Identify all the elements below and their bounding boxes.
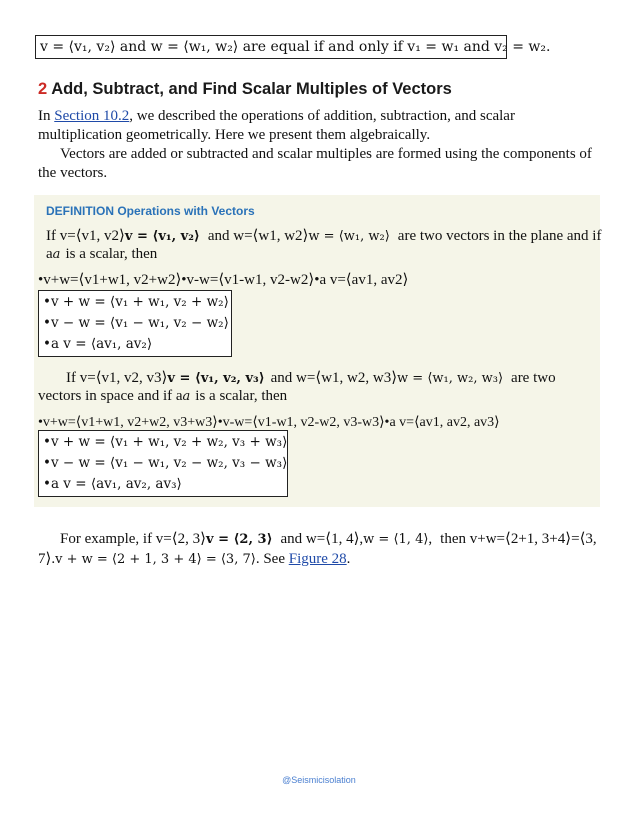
definition-text: are two [511, 370, 556, 386]
figure-28-link[interactable]: Figure 28 [288, 551, 347, 567]
math-w-plane: w = ⟨w₁, w₂⟩ [308, 229, 390, 244]
definition-plane-line-2 [46, 245, 157, 264]
section-title: Add, Subtract, and Find Scalar Multiples of Vectors [51, 80, 452, 98]
definition-text: vectors in space and if a [38, 388, 183, 404]
definition-text: is a scalar, then [65, 246, 158, 262]
math-sum-example: v + w = ⟨2 + 1, 3 + 4⟩ = ⟨3, 7⟩ [55, 552, 256, 567]
definition-space-plaintext: •v+w=⟨v1+w1, v2+w2, v3+w3⟩•v-w=⟨v1-w1, v2-w2, v3-w3⟩•a v=⟨av1, av2, av3⟩ [38, 415, 500, 430]
math-scalar-a: a [52, 247, 61, 262]
math-w-example: w = ⟨1, 4⟩ [363, 532, 429, 547]
definition-text: If v=⟨v1, v2, v3⟩ [66, 370, 168, 386]
definition-plane-plaintext: •v+w=⟨v1+w1, v2+w2⟩•v-w=⟨v1-w1, v2-w2⟩•a v=⟨av1, av2⟩ [38, 272, 409, 288]
example-text: For example, if v=⟨2, 3⟩ [60, 531, 206, 547]
example-text: then v+w=⟨2+1, 3+4⟩=⟨3, [440, 531, 597, 547]
section-number: 2 [38, 80, 48, 98]
math-w-space: w = ⟨w₁, w₂, w₃⟩ [397, 371, 504, 386]
definition-text: are two vectors in the plane and if [397, 228, 602, 244]
seismicisolation-watermark: @Seismicisolation [282, 775, 356, 785]
plane-sum-equation: •v + w = ⟨v₁ + w₁, v₂ + w₂⟩ [43, 294, 229, 310]
plane-scalar-equation: •a v = ⟨av₁, av₂⟩ [43, 336, 153, 352]
plane-operations-box [38, 290, 232, 357]
math-v-example: v = ⟨2, 3⟩ [205, 532, 273, 547]
example-text: . [346, 551, 351, 567]
math-v-space: v = ⟨v₁, v₂, v₃⟩ [167, 371, 265, 386]
definition-text: and w=⟨w1, w2, w3⟩ [270, 370, 398, 386]
intro-text: , we described the operations of addition, subtraction, and scalar [129, 108, 515, 124]
intro-text-line: Vectors are added or subtracted and scalar multiples are formed using the components of [60, 146, 592, 162]
definition-text: a [46, 246, 53, 262]
section-10-2-link[interactable]: Section 10.2 [54, 108, 130, 124]
equality-definition-text: v = ⟨v₁, v₂⟩ and w = ⟨w₁, w₂⟩ are equal if and only if v₁ = w₁ and v₂ = w₂. [40, 39, 551, 55]
definition-space-line-1 [66, 369, 556, 388]
space-operations-box [38, 430, 288, 497]
definition-text: If v=⟨v1, v2⟩ [46, 228, 125, 244]
intro-paragraph-1 [38, 107, 598, 145]
definition-text: and w=⟨w1, w2⟩ [207, 228, 309, 244]
space-difference-equation: •v − w = ⟨v₁ − w₁, v₂ − w₂, v₃ − w₃⟩ [43, 455, 288, 471]
math-v-plane: v = ⟨v₁, v₂⟩ [124, 229, 200, 244]
definition-plane-line-1 [46, 227, 601, 246]
example-text: , [428, 531, 433, 547]
space-sum-equation: •v + w = ⟨v₁ + w₁, v₂ + w₂, v₃ + w₃⟩ [43, 434, 288, 450]
intro-text-line: the vectors. [38, 165, 108, 181]
definition-text: is a scalar, then [195, 388, 288, 404]
example-line-2 [38, 550, 350, 569]
space-scalar-equation: •a v = ⟨av₁, av₂, av₃⟩ [43, 476, 182, 492]
definition-space-line-2 [38, 387, 287, 406]
example-line-1 [60, 530, 597, 549]
definition-title: DEFINITION Operations with Vectors [46, 204, 255, 218]
example-text: and w=⟨1, 4⟩, [280, 531, 364, 547]
example-text: . See [255, 551, 289, 567]
example-text: 7⟩. [38, 551, 56, 567]
intro-text: In [38, 108, 55, 124]
plane-difference-equation: •v − w = ⟨v₁ − w₁, v₂ − w₂⟩ [43, 315, 229, 331]
intro-text-line: multiplication geometrically. Here we present them algebraically. [38, 127, 431, 143]
section-heading [38, 80, 452, 99]
math-scalar-a: a [182, 389, 191, 404]
equality-definition-box [35, 35, 551, 59]
intro-paragraph-2 [38, 145, 598, 183]
